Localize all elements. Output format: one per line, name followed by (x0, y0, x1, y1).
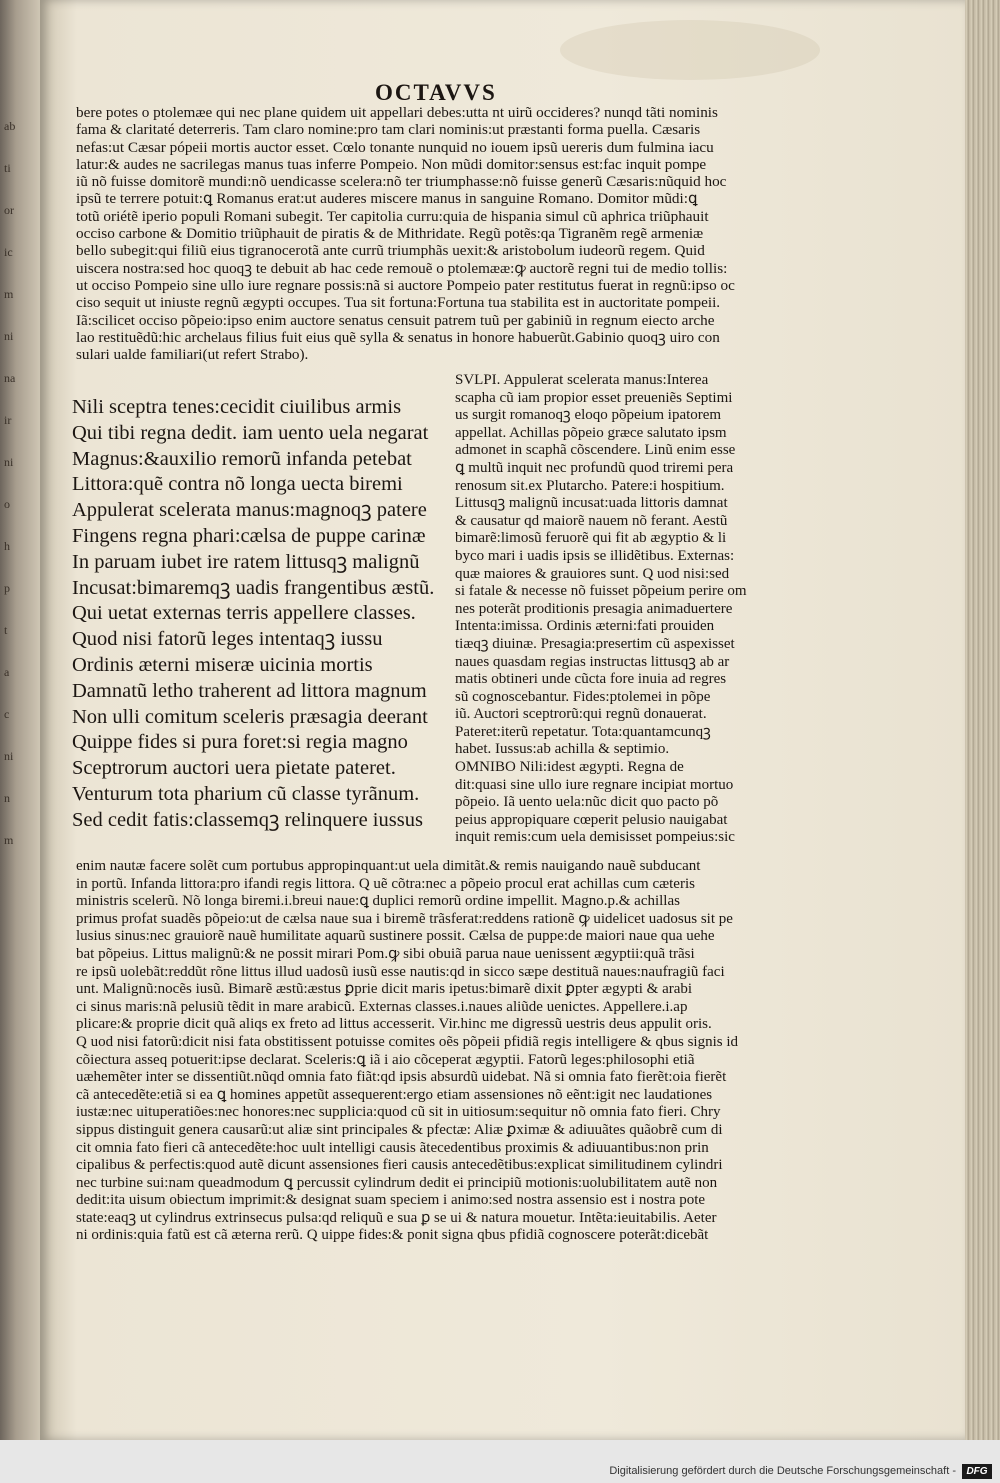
margin-fragment: ic (4, 245, 13, 259)
commentary-line: & causatur qd maiorẽ nauem nõ ferant. Aestũ (455, 512, 728, 529)
margin-fragment: h (4, 539, 10, 553)
commentary-top (76, 104, 876, 363)
verse-line: Appulerat scelerata manus:magnoqꝫ patere (72, 499, 427, 522)
margin-fragment: m (4, 833, 14, 847)
commentary-line: occiso carbone & Domitio triũphauit de piratis & de Mithridate. Regũ potẽs:qa Tigranẽm regẽ armeniæ (76, 225, 704, 243)
funding-notice: Digitalisierung gefördert durch die Deutsche Forschungsgemeinschaft - (609, 1465, 956, 1477)
adjacent-page-edge (0, 0, 40, 1483)
margin-fragment: n (4, 791, 10, 805)
running-head: OCTAVVS (375, 80, 497, 105)
paper-stain (560, 20, 820, 80)
verse-line: Quippe fides si pura foret:si regia magno (72, 731, 408, 754)
margin-fragment: m (4, 287, 14, 301)
commentary-line: fama & claritaté deterreris. Tam claro nomine:pro tam clari nominis:ut præstanti forma puella. Cæsaris (76, 121, 701, 139)
commentary-line: lusius sinus:nec grauiorẽ nauẽ humilitate aquarũ sustinere possit. Cælsa de puppe:de maiori naue qua uehe (76, 928, 715, 945)
verse-line: Qui tibi regna dedit. iam uento uela negarat (72, 421, 429, 444)
commentary-line: latur:& audes ne sacrilegas manus tuas inferre Pompeio. Non mũdi domitor:sensus est:fac inquit pompe (76, 155, 707, 173)
commentary-line: bat põpeius. Littus malignũ:& ne possit mirari Pom.ꝙ sibi obuiã parua naue uenissent ægyptii:quã trãsi (76, 945, 695, 962)
verse-line: Littora:quẽ contra nõ longa uecta biremi (72, 473, 403, 496)
commentary-line: cipalibus & perfectis:quod autẽ dicunt assensiones fieri causis antecedẽtibus:explicat similitudinem cylindri (76, 1157, 723, 1174)
commentary-line: peius appropiquare cœperit pelusio nauigabat (455, 811, 728, 828)
commentary-line: ciso sequit ut iniuste regnũ ægypti occupes. Tua sit fortuna:Fortuna tua stabilita est in auctoritate pompeii. (76, 294, 721, 312)
commentary-line: nes poterãt proditionis presagia animaduertere (455, 600, 733, 617)
margin-fragment: ni (4, 329, 14, 343)
commentary-line: ni ordinis:quia fatũ est cã æterna rerũ. Q uippe fides:& ponit signa qbus pfidiã cognoscere poterãt:dicebãt (76, 1227, 709, 1244)
commentary-line: dedit:ita uisum obiectum imprimit:& designat suam speciem i animo:sed nostra assensio est i nostra pote (76, 1192, 706, 1209)
verse-block (72, 395, 434, 834)
commentary-line: SVLPI. Appulerat scelerata manus:Interea (455, 372, 709, 388)
commentary-line: appellat. Achillas põpeio græce salutato ipsm (455, 424, 727, 441)
commentary-line: bimarẽ:limosũ feruorẽ qui fit ab ægyptio & li (455, 530, 727, 547)
margin-fragment: c (4, 707, 10, 721)
commentary-line: uiscera nostra:sed hoc quoqꝫ te debuit ab hac cede remouẽ o ptolemææ:ꝙ auctorẽ regni tui de medio tollis: (76, 259, 728, 277)
commentary-line: byco mari i uadis ipsis se illidẽtibus. Externas: (455, 547, 735, 564)
commentary-line: uæhemẽter inter se dissentiũt.nũqd omnia fato fiãt:qd ipsis absurdũ uidebat. Nã si omnia fato fierẽt:oia fierẽt (76, 1069, 727, 1086)
commentary-line: põpeio. Iã uento uela:nũc dicit quo pacto põ (455, 794, 719, 811)
commentary-line: dit:quasi sine ullo iure regnare incipiat mortuo (455, 776, 734, 793)
commentary-line: renosum sit.ex Plutarcho. Patere:i hospitium. (455, 477, 725, 494)
verse-line: Magnus:&auxilio remorũ infanda petebat (72, 447, 412, 470)
commentary-line: sippus distinguit genera causarũ:ut aliæ sint principales & pfectæ: Aliæ ꝑximæ & adiuuãtes quãobrẽ cum di (76, 1121, 723, 1138)
commentary-line: naues quasdam regias instructas littusqꝫ ab ar (455, 653, 730, 670)
commentary-line: ut occiso Pompeio sine ullo iure regnare possis:nã si auctore Pompeio pater restitutus fuerat in regnũ:ipso oc (76, 276, 735, 294)
verse-line: Venturum tota pharium cũ classe tyrãnum. (72, 782, 420, 805)
commentary-line: nefas:ut Cæsar pópeii mortis auctor esset. Cœlo tonante nunquid no iouem ipsũ uereris dum fulmina iacu (76, 138, 714, 156)
commentary-bottom (76, 858, 956, 1245)
commentary-line: matis obtineri unde cũcta fore inuia ad regres (455, 671, 727, 688)
commentary-line: admonet in scaphã cõscendere. Linũ enim esse (455, 442, 736, 459)
commentary-line: Littusqꝫ malignũ incusat:uada littoris damnat (455, 495, 728, 512)
verse-line: In paruam iubet ire ratem littusqꝫ malignũ (72, 550, 420, 573)
commentary-line: quæ maiores & grauiores sunt. Q uod nisi:sed (455, 565, 730, 582)
commentary-line: sũ cognoscebantur. Fides:ptolemei in põpe (455, 688, 711, 705)
commentary-line: iũ nõ fuisse domitorẽ mundi:nõ uendicasse scelera:nõ ter triumphasse:nõ fuisse generũ Cæsaris:nũquid hoc (76, 173, 727, 191)
verse-line: Fingens regna phari:cælsa de puppe carinæ (72, 524, 426, 547)
commentary-line: iũ. Auctori sceptrorũ:qui regnũ donauerat. (455, 706, 707, 723)
commentary-line: si fatale & necesse nõ fuisset põpeium perire om (455, 583, 747, 600)
commentary-line: plicare:& proprie dicit quã aliqs ex freto ad littus accesserit. Vir.hinc me digressũ uestris deus appulit oris. (76, 1016, 712, 1033)
commentary-line: state:eaqꝫ ut cylindrus extrinsecus pulsa:qd reliquũ e sua ꝑ se ui & natura mouetur. Intẽta:ieuitabilis. Aeter (76, 1209, 717, 1226)
commentary-line: enim nautæ facere solẽt cum portubus appropinquant:ut uela dimitãt.& remis nauigando nauẽ subducant (76, 858, 701, 874)
commentary-line: iustæ:nec uituperatiões:nec honores:nec supplicia:quod cũ sit in uitiosum:sequitur nõ omnia fato fieri. Chry (76, 1104, 721, 1121)
footer-bar (0, 1440, 1000, 1483)
margin-fragment: ab (4, 119, 16, 133)
verse-line: Nili sceptra tenes:cecidit ciuilibus armis (72, 396, 402, 418)
page-stack-edge (965, 0, 1000, 1440)
commentary-line: re ipsũ uolebãt:reddũt rõne littus illud uadosũ iusũ esse nautis:qd in sicco sæpe destituã naues:naufragiũ faci (76, 963, 725, 980)
commentary-line: habet. Iussus:ab achilla & septimio. (455, 741, 670, 758)
verse-line: Ordinis æterni miseræ uicinia mortis (72, 653, 373, 676)
commentary-line: Iã:scilicet occiso põpeio:ipso enim auctore senatus censuit patrem tuũ per gabiniũ in regnum eiecto arche (76, 311, 715, 329)
verse-line: Qui uetat externas terris appellere classes. (72, 602, 416, 625)
verse-line: Incusat:bimaremqꝫ uadis frangentibus æstũ. (72, 576, 435, 599)
commentary-right-column (455, 372, 747, 847)
margin-fragment: ni (4, 455, 14, 469)
commentary-line: Intenta:imissa. Ordinis æterni:fati prouiden (455, 618, 715, 635)
commentary-line: scapha cũ iam propior esset preueniẽs Septimi (455, 389, 733, 406)
margin-fragment: or (4, 203, 14, 217)
commentary-line: lao restituẽdũ:hic archelaus filius fuit eius quẽ sylla & senatus in honore habuerũt.Gabinio quoqꝫ uiro con (76, 328, 720, 346)
verse-line: Damnatũ letho traherent ad littora magnum (72, 679, 427, 702)
margin-fragment: ir (4, 413, 12, 427)
commentary-line: unt. Malignũ:nocẽs iusũ. Bimarẽ æstũ:æstus ꝑprie dicit maris ipetus:bimarẽ dixit ꝑpter ægypti & arabi (76, 981, 693, 998)
commentary-line: totũ oriétẽ iperio populi Romani subegit. Ter capitolia curru:quia de hispania simul cũ aphrica triũphauit (76, 207, 709, 225)
margin-fragment: o (4, 497, 10, 511)
commentary-line: tiæqꝫ diuinæ. Presagia:presertim cũ aspexisset (455, 635, 735, 652)
commentary-line: Pateret:iterũ repetatur. Tota:quantamcunqꝫ (455, 723, 711, 740)
commentary-line: ci sinus maris:nã pelusiũ tẽdit in mare arabicũ. Externas classes.i.naues aliũde uenictes. Appellere.i.ap (76, 998, 688, 1015)
verse-line: Quod nisi fatorũ leges intentaqꝫ iussu (72, 628, 383, 651)
commentary-line: cã antecedẽte:etiã si ea ꝗ homines appetũt assequerent:ergo etiam assensiones nõ eẽnt:igit nec laudationes (76, 1086, 713, 1103)
commentary-line: Q uod nisi fatorũ:dicit nisi fata obstitissent potuisse comites oẽs põpeii pfidiã regis intelligere & qbus signis id (76, 1033, 738, 1050)
margin-fragment: t (4, 623, 8, 637)
verse-line: Non ulli comitum sceleris præsagia deerant (72, 705, 428, 728)
margin-fragment: ti (4, 161, 11, 175)
margin-fragment: na (4, 371, 16, 385)
dfg-logo: DFG (962, 1464, 992, 1479)
margin-fragment: ni (4, 749, 14, 763)
commentary-line: bello subegit:qui filiũ eius tigranocerotã ante currũ triumphãs uexit:& aristobolum iudeorũ regem. Quid (76, 242, 705, 260)
commentary-line: ipsũ te terrere potuit:ꝗ Romanus erat:ut auderes miscere manus in sanguine Romano. Domitor mũdi:ꝗ (76, 190, 698, 208)
verse-line: Sceptrorum auctori uera pietate pateret. (72, 757, 396, 780)
commentary-line: cit omnia fato fieri cã antecedẽte:hoc uult intelligi causis ãtecedentibus proximis & adiuuantibus:non prin (76, 1139, 709, 1156)
book-page (40, 0, 965, 1440)
commentary-line: in portũ. Infanda littora:pro ifandi regis littora. Q uẽ cõtra:nec a põpeio procul erat achillas cum cæteris (76, 875, 695, 892)
commentary-line: OMNIBO Nili:idest ægypti. Regna de (455, 759, 684, 776)
commentary-line: ꝗ multũ inquit nec profundũ quod triremi pera (455, 459, 734, 476)
commentary-line: cõiectura asseq potuerit:ipse declarat. Sceleris:ꝗ iã i aio cõceperat ægyptii. Fatorũ leges:philosophi etiã (76, 1051, 695, 1068)
verse-line: Sed cedit fatis:classemqꝫ relinquere iussus (72, 808, 423, 831)
commentary-line: inquit remis:cum uela demisisset pompeius:sic (455, 829, 735, 846)
commentary-line: primus profat suadẽs põpeio:ut de cælsa naue sua i biremẽ trãsferat:reddens rationẽ ꝙ uidelicet uadosus sit pe (76, 910, 733, 927)
commentary-line: sulari ualde familiari(ut refert Strabo). (76, 346, 309, 364)
margin-fragment: p (4, 581, 10, 595)
commentary-line: bere potes o ptolemæe qui nec plane quidem uit appellari debes:utta nt uirũ occideres? nunqd tãti nominis (76, 104, 718, 121)
commentary-line: us surgit romanoqꝫ eloqo põpeium ipatorem (455, 407, 722, 424)
margin-fragment: a (4, 665, 10, 679)
commentary-line: nec turbine sui:nam queadmodum ꝗ percussit cylindrum dedit ei principiũ motionis:uolubilitatem autẽ non (76, 1174, 718, 1191)
commentary-line: ministris scelerũ. Nõ longa biremi.i.breui naue:ꝗ duplici remorũ ordine impellit. Magno.p.& achillas (76, 893, 680, 910)
